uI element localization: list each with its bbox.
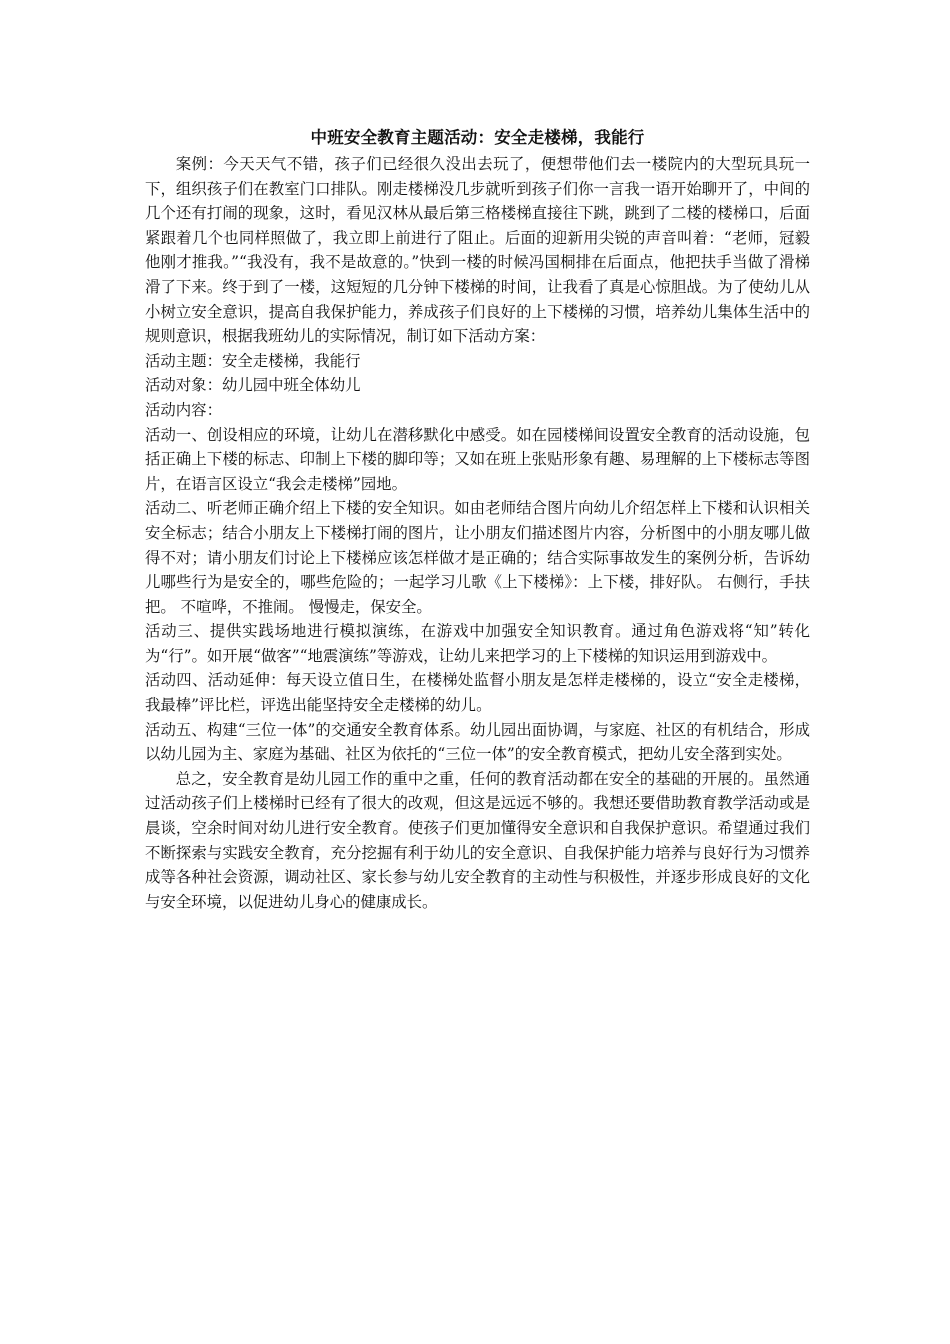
activity-two-paragraph: 活动二、听老师正确介绍上下楼的安全知识。如由老师结合图片向幼儿介绍怎样上下楼和认识相关安全标志；结合小朋友上下楼梯打闹的图片，让小朋友们描述图片内容，分析图中的小朋友哪儿做得不对；请小朋友们讨论上下楼梯应该怎样做才是正确的；结合实际事故发生的案例分析，告诉幼儿哪些行为是安全的，哪些危险的；一起学习儿歌《上下楼梯》：上下楼，排好队。 右侧行，手扶把。 不喧哗，不推闹。 慢慢走，保安全。	[145, 499, 810, 616]
conclusion-paragraph: 总之，安全教育是幼儿园工作的重中之重，任何的教育活动都在安全的基础的开展的。虽然通过活动孩子们上楼梯时已经有了很大的改观，但这是远远不够的。我想还要借助教育教学活动或是晨谈，空余时间对幼儿进行安全教育。使孩子们更加懂得安全意识和自我保护意识。希望通过我们不断探索与实践安全教育，充分挖掘有利于幼儿的安全意识、自我保护能力培养与良好行为习惯养成等各种社会资源，调动社区、家长参与幼儿安全教育的主动性与积极性，并逐步形成良好的文化与安全环境，以促进幼儿身心的健康成长。	[145, 769, 810, 911]
activity-theme: 活动主题：安全走楼梯，我能行	[145, 351, 361, 370]
activity-target: 活动对象：幼儿园中班全体幼儿	[145, 376, 361, 395]
activity-content-label: 活动内容：	[145, 400, 222, 419]
activity-five-paragraph: 活动五、构建“三位一体”的交通安全教育体系。幼儿园出面协调，与家庭、社区的有机结合，形成以幼儿园为主、家庭为基础、社区为依托的“三位一体”的安全教育模式，把幼儿安全落到实处。	[145, 720, 810, 764]
activity-three-paragraph: 活动三、提供实践场地进行模拟演练，在游戏中加强安全知识教育。通过角色游戏将“知”转化为“行”。如开展“做客”“地震演练”等游戏，让幼儿来把学习的上下楼梯的知识运用到游戏中。	[145, 622, 810, 665]
intro-paragraph: 案例：今天天气不错，孩子们已经很久没出去玩了，便想带他们去一楼院内的大型玩具玩一下，组织孩子们在教室门口排队。刚走楼梯没几步就听到孩子们你一言我一语开始聊开了，中间的几个还有打闹的现象，这时，看见汉林从最后第三格楼梯直接往下跳，跳到了二楼的楼梯口，后面紧跟着几个也同样照做了，我立即上前进行了阻止。后面的迎新用尖锐的声音叫着：“老师，冠毅他刚才推我。”“我没有，我不是故意的。”快到一楼的时候冯国桐排在后面点，他把扶手当做了滑梯滑了下来。终于到了一楼，这短短的几分钟下楼梯的时间，让我看了真是心惊胆战。为了使幼儿从小树立安全意识，提高自我保护能力，养成孩子们良好的上下楼梯的习惯，培养幼儿集体生活中的规则意识，根据我班幼儿的实际情况，制订如下活动方案：	[145, 155, 810, 346]
activity-four-paragraph: 活动四、活动延伸：每天设立值日生，在楼梯处监督小朋友是怎样走楼梯的，设立“安全走楼梯，我最棒”评比栏，评选出能坚持安全走楼梯的幼儿。	[145, 671, 810, 715]
activity-one-paragraph: 活动一、创设相应的环境，让幼儿在潜移默化中感受。如在园楼梯间设置安全教育的活动设施，包括正确上下楼的标志、印制上下楼的脚印等；又如在班上张贴形象有趣、易理解的上下楼标志等图片，在语言区设立“我会走楼梯”园地。	[145, 425, 810, 493]
document-title: 中班安全教育主题活动：安全走楼梯，我能行	[310, 128, 645, 147]
document-page	[145, 125, 810, 914]
